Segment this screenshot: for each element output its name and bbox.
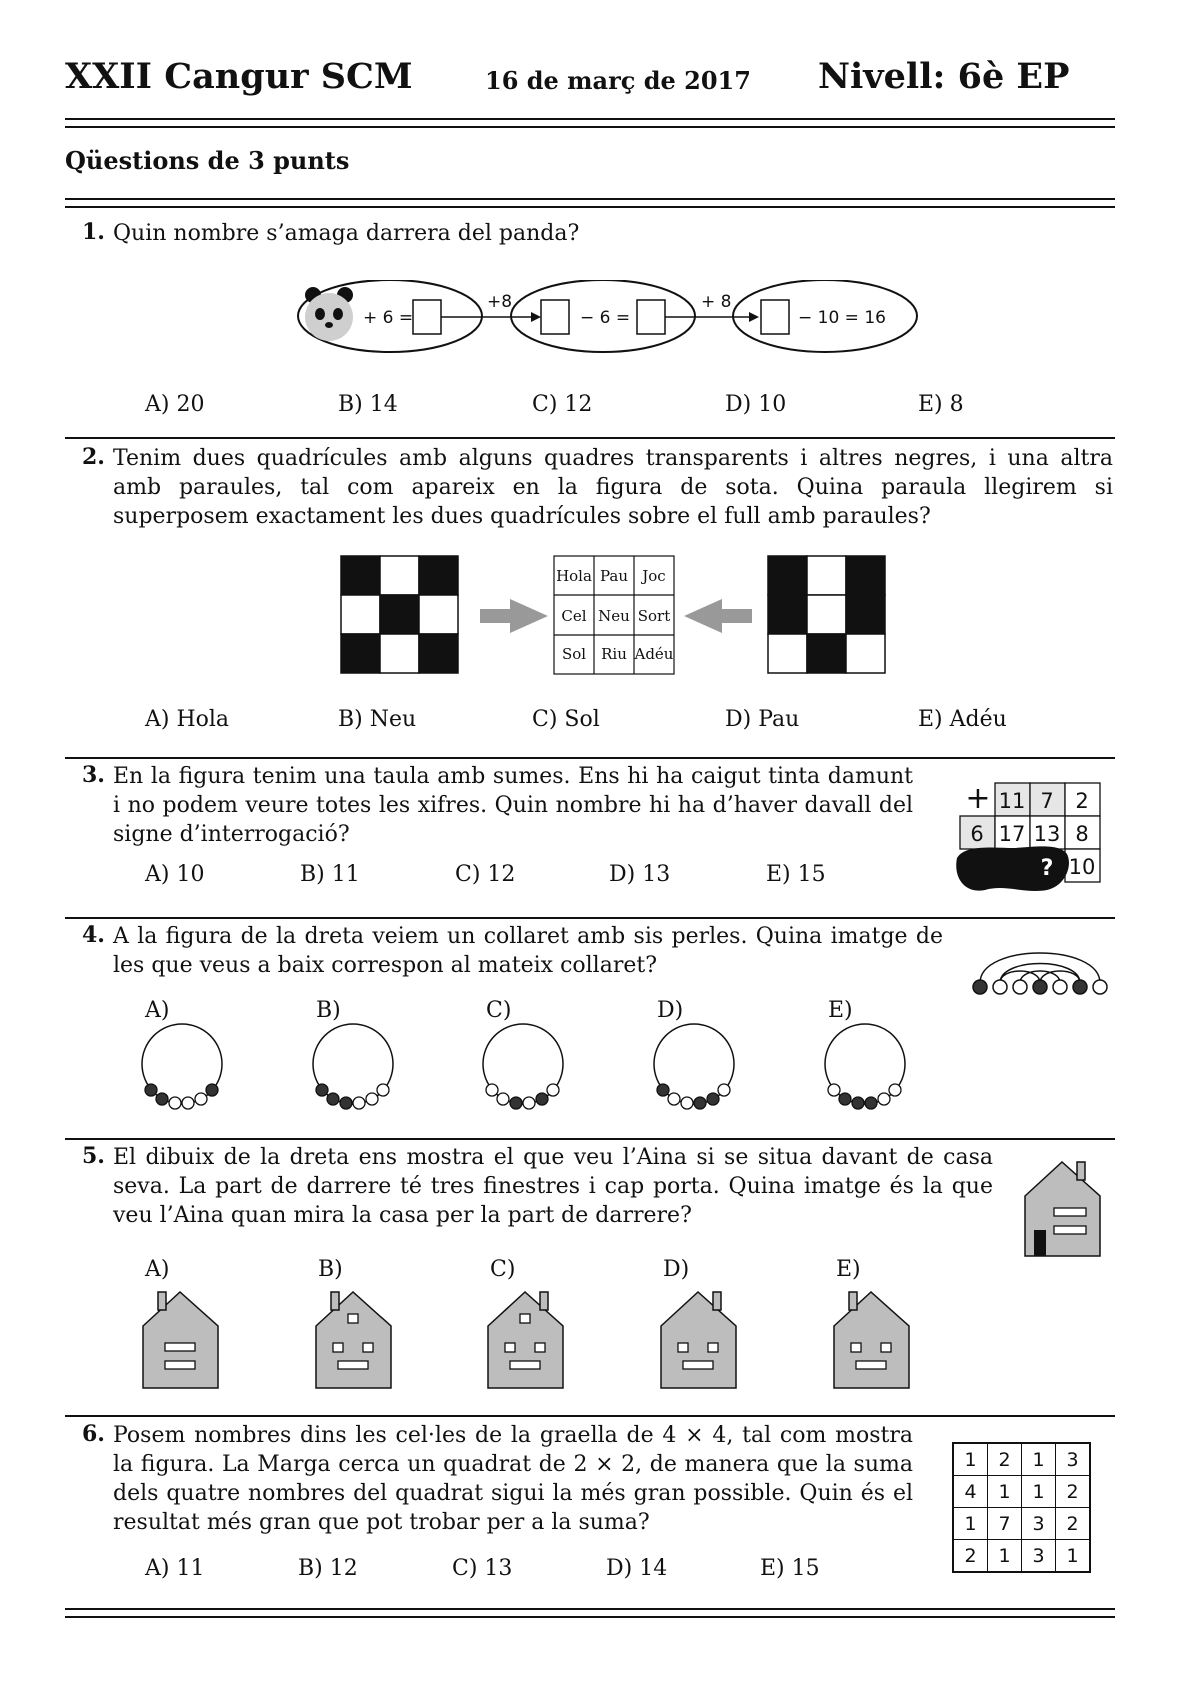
q6-number: 6. <box>82 1421 105 1447</box>
q4-label-c[interactable]: C) <box>486 998 512 1023</box>
q5-label-e[interactable]: E) <box>836 1257 861 1282</box>
q5-label-c[interactable]: C) <box>490 1257 516 1282</box>
word-joc: Joc <box>642 567 666 585</box>
q3-table <box>955 778 1105 893</box>
word-neu: Neu <box>598 607 630 625</box>
q2-option-d[interactable]: D) Pau <box>725 707 800 732</box>
q2-rule <box>65 757 1115 759</box>
q1-text: Quin nombre s’amaga darrera del panda? <box>113 221 580 246</box>
q1-option-c[interactable]: C) 12 <box>532 392 593 417</box>
grid-cell: 3 <box>1022 1508 1056 1540</box>
q3-rule <box>65 917 1115 919</box>
q2-right-grid <box>768 556 885 673</box>
q6-option-a[interactable]: A) 11 <box>145 1556 205 1581</box>
q3-last: 10 <box>1068 855 1096 879</box>
q6-option-e[interactable]: E) 15 <box>760 1556 820 1581</box>
q6-text: Posem nombres dins les cel·les de la graella de 4 × 4, tal com mostra la figura. La Marga cerca un quadrat de 2 × 2, de manera que la suma dels quatre nombres del quadrat sigui la més gran possible. Quin és el resultat més gran que pot trobar per a la suma? <box>113 1423 913 1535</box>
q3-option-d[interactable]: D) 13 <box>609 862 671 887</box>
q4-label-e[interactable]: E) <box>828 998 853 1023</box>
q5-text: El dibuix de la dreta ens mostra el que veu l’Aina si se situa davant de casa seva. La part de darrere té tres finestres i cap porta. Quina imatge és la que veu l’Aina quan mira la casa per la part de darrere? <box>113 1145 993 1228</box>
q6-grid <box>952 1442 1091 1573</box>
q2-option-a[interactable]: A) Hola <box>145 707 230 732</box>
grid-cell: 2 <box>953 1540 988 1573</box>
q5-label-a[interactable]: A) <box>145 1257 170 1282</box>
q1-arrow1-label: +8 <box>487 292 513 312</box>
q3-row1-2: 17 <box>998 822 1026 846</box>
q4-necklace <box>970 935 1110 1003</box>
q2-option-c[interactable]: C) Sol <box>532 707 600 732</box>
q4-text: A la figura de la dreta veiem un collaret amb sis perles. Quina imatge de les que veus a baix correspon al mateix collaret? <box>113 924 943 978</box>
q6-option-b[interactable]: B) 12 <box>298 1556 358 1581</box>
q5-number: 5. <box>82 1143 105 1169</box>
q5-rule <box>65 1415 1115 1417</box>
grid-cell: 3 <box>1022 1540 1056 1573</box>
word-adeu: Adéu <box>634 645 674 663</box>
word-sort: Sort <box>637 607 671 625</box>
word-sol: Sol <box>561 645 587 663</box>
word-hola: Hola <box>556 567 592 585</box>
q2-figure <box>340 555 890 679</box>
q2-option-e[interactable]: E) Adéu <box>918 707 1007 732</box>
q4-options[interactable] <box>130 1022 930 1112</box>
q4-rule <box>65 1138 1115 1140</box>
footer-rule <box>65 1608 1115 1618</box>
q3-plus: + <box>965 781 991 816</box>
q2-text: Tenim dues quadrícules amb alguns quadres transparents i altres negres, i una altra amb paraules, tal com apareix en la figura de sota. Quina paraula llegirem si superposem exactament les dues quadrícules sobre el full amb paraules? <box>113 446 1113 529</box>
word-riu: Riu <box>601 645 627 663</box>
panda-icon <box>305 287 353 341</box>
grid-cell: 1 <box>953 1443 988 1476</box>
q3-text: En la figura tenim una taula amb sumes. Ens hi ha caigut tinta damunt i no podem veure totes les xifres. Quin nombre hi ha d’haver davall del signe d’interrogació? <box>113 764 913 847</box>
q1-box-3 <box>637 300 665 334</box>
q3-option-b[interactable]: B) 11 <box>300 862 360 887</box>
q1-figure <box>295 280 935 360</box>
q1-box-2 <box>541 300 569 334</box>
q1-box-1 <box>413 300 441 334</box>
q1-eq3: − 10 = 16 <box>798 308 886 328</box>
q2-number: 2. <box>82 444 105 470</box>
grid-cell: 1 <box>988 1540 1022 1573</box>
q5-label-d[interactable]: D) <box>663 1257 690 1282</box>
q4-label-b[interactable]: B) <box>316 998 341 1023</box>
q3-option-a[interactable]: A) 10 <box>145 862 205 887</box>
grid-cell: 1 <box>1056 1540 1091 1573</box>
q1-eq2: − 6 = <box>580 308 631 328</box>
grid-cell: 2 <box>988 1443 1022 1476</box>
q5-options[interactable] <box>140 1288 920 1393</box>
word-pau: Pau <box>599 567 629 585</box>
q4-label-d[interactable]: D) <box>657 998 684 1023</box>
left-arrow-icon <box>684 599 752 633</box>
word-cel: Cel <box>561 607 587 625</box>
q1-arrow2-label: + 8 <box>701 292 732 312</box>
q1-option-a[interactable]: A) 20 <box>145 392 205 417</box>
q3-top-2: 7 <box>1040 789 1054 813</box>
grid-cell: 1 <box>988 1476 1022 1508</box>
exam-date: 16 de març de 2017 <box>485 66 751 95</box>
q1-eq1: + 6 = <box>363 308 414 328</box>
grid-cell: 1 <box>1022 1476 1056 1508</box>
q1-rule <box>65 437 1115 439</box>
q6-option-c[interactable]: C) 13 <box>452 1556 513 1581</box>
q1-number: 1. <box>82 219 105 245</box>
q1-box-4 <box>761 300 789 334</box>
q4-label-a[interactable]: A) <box>145 998 170 1023</box>
header-rule <box>65 118 1115 128</box>
q3-top-1: 11 <box>998 789 1026 813</box>
q1-option-e[interactable]: E) 8 <box>918 392 964 417</box>
q3-row1-3: 13 <box>1033 822 1061 846</box>
q5-label-b[interactable]: B) <box>318 1257 343 1282</box>
grid-cell: 3 <box>1056 1443 1091 1476</box>
exam-level: Nivell: 6è EP <box>818 56 1070 97</box>
q3-row1-4: 8 <box>1075 822 1089 846</box>
q3-number: 3. <box>82 762 105 788</box>
q2-option-b[interactable]: B) Neu <box>338 707 417 732</box>
q1-option-d[interactable]: D) 10 <box>725 392 787 417</box>
grid-cell: 7 <box>988 1508 1022 1540</box>
grid-cell: 1 <box>1022 1443 1056 1476</box>
section-rule <box>65 198 1115 208</box>
q3-option-c[interactable]: C) 12 <box>455 862 516 887</box>
right-arrow-icon <box>480 599 548 633</box>
grid-cell: 4 <box>953 1476 988 1508</box>
q1-option-b[interactable]: B) 14 <box>338 392 398 417</box>
section-title: Qüestions de 3 punts <box>65 146 350 175</box>
q4-number: 4. <box>82 922 105 948</box>
grid-cell: 2 <box>1056 1508 1091 1540</box>
grid-cell: 1 <box>953 1508 988 1540</box>
q5-front-house <box>1022 1158 1104 1260</box>
q2-left-grid <box>341 556 458 673</box>
grid-cell: 2 <box>1056 1476 1091 1508</box>
q3-top-3: 2 <box>1075 789 1089 813</box>
q3-option-e[interactable]: E) 15 <box>766 862 826 887</box>
q3-question-mark: ? <box>1040 856 1054 881</box>
exam-title: XXII Cangur SCM <box>65 56 413 97</box>
q3-row1-1: 6 <box>970 822 984 846</box>
q6-option-d[interactable]: D) 14 <box>606 1556 668 1581</box>
